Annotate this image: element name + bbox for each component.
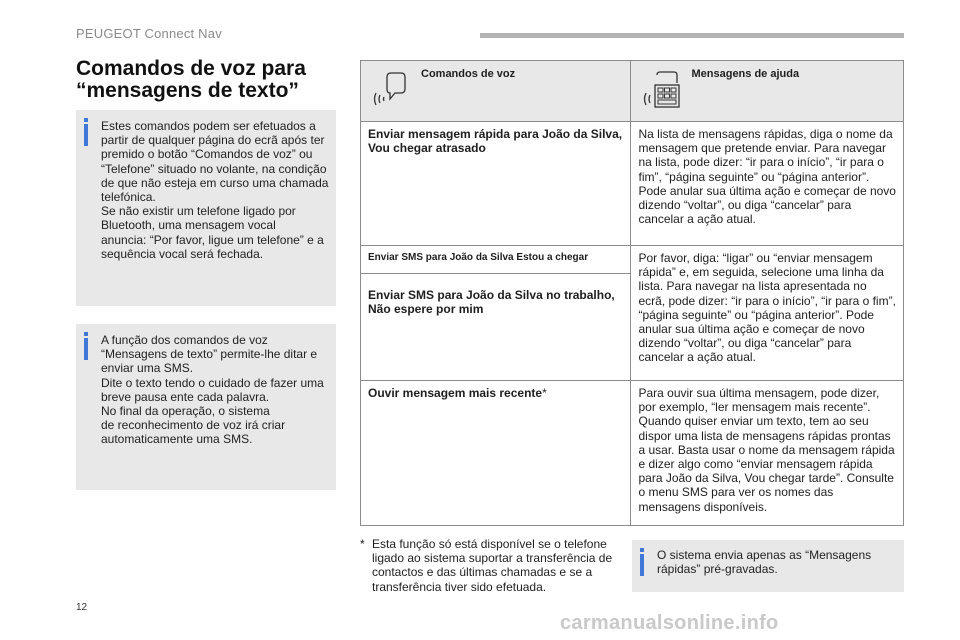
page-title: Comandos de voz para “mensagens de texto” [76, 57, 306, 102]
info-box-text: Estes comandos podem ser efetuados a partir de qualquer página do ecrã após ter premido o botão “Comandos de voz” ou “Telefone” situado no volante, na condição de que não esteja em curso uma chamada telefónica. Se não existir um telefone ligado por Bluetooth, uma mensagem vocal anuncia: “Por favor, ligue um telefone” e a sequência vocal será fechada. [101, 119, 329, 261]
header-divider [480, 33, 904, 38]
info-box-text: A função dos comandos de voz “Mensagens de texto” permite-lhe ditar e enviar uma SMS. Dite o texto tendo o cuidado de fazer uma breve pausa ente cada palavra. No final da operação, o sistema de reconhecimento de voz irá criar automaticamente uma SMS. [101, 333, 324, 447]
info-box-instructions [76, 110, 336, 306]
voice-command-cell [361, 381, 631, 526]
help-message-cell [631, 246, 904, 381]
table-row [361, 381, 904, 526]
info-icon [640, 548, 644, 552]
help-message-text: Para ouvir sua última mensagem, pode dizer, por exemplo, “ler mensagem mais recente”. Quando quiser enviar um texto, tem ao seu dispor uma lista de mensagens rápidas prontas a usar. Basta usar o nome da mensagem rápida e dizer algo como “enviar mensagem rápida para João da Silva, Vou chegar tarde”. Consulte o menu SMS para ver os nomes das mensagens disponíveis. [638, 386, 895, 514]
column-header-voice-commands [361, 61, 631, 122]
voice-command-cell [361, 122, 631, 246]
column-header-label: Comandos de voz [421, 68, 516, 80]
help-message-text: Por favor, diga: “ligar” ou “enviar mensagem rápida” e, em seguida, selecione uma linha da lista. Para navegar na lista apresentada no ecrã, pode dizer: “ir para o início”, “ir para o fim”, “página seguinte” ou “página anterior”. Pode anular sua última ação e começar de novo dizendo “voltar”, ou diga “cancelar” para cancelar a ação atual. [638, 251, 896, 365]
footnote-marker: * [542, 386, 547, 400]
info-icon-bar [84, 124, 88, 146]
voice-commands-table [360, 60, 904, 526]
page-number: 12 [76, 602, 88, 613]
info-icon-bar [640, 554, 644, 576]
info-icon [84, 118, 88, 122]
info-box-text: O sistema envia apenas as “Mensagens rápidas” pré-gravadas. [657, 548, 872, 577]
info-box-quick-messages [632, 540, 904, 592]
info-box-sms-function [76, 324, 336, 490]
voice-command-text: Enviar mensagem rápida para João da Silva, Vou chegar atrasado [368, 127, 623, 156]
footnote-text: Esta função só está disponível se o telefone ligado ao sistema suportar a transferência de contactos e das últimas chamadas e se a transferência tiver sido efetuada. [372, 537, 613, 594]
watermark: carmanualsonline.info [560, 612, 779, 634]
voice-command-text: Enviar SMS para João da Silva Estou a chegar [368, 252, 589, 263]
help-message-cell [631, 381, 904, 526]
footnote [360, 537, 622, 594]
manual-header-title: PEUGEOT Connect Nav [76, 26, 222, 41]
column-header-label: Mensagens de ajuda [691, 68, 800, 80]
help-message-text: Na lista de mensagens rápidas, diga o nome da mensagem que pretende enviar. Para navegar na lista, pode dizer: “ir para o início”, “ir para o fim”, “página seguinte” ou “página anterior”. Pode anular sua última ação e começar de novo dizendo “voltar”, ou diga “cancelar” para cancelar a ação atual. [638, 127, 896, 227]
table-row [361, 246, 904, 381]
voice-command-cell [361, 246, 631, 381]
voice-command-icon [371, 71, 409, 111]
footnote-marker: * [360, 537, 365, 551]
help-message-cell [631, 122, 904, 246]
table-header-row [361, 61, 904, 122]
info-icon [84, 332, 88, 336]
voice-command-text: Enviar SMS para João da Silva no trabalho, Não espere por mim [361, 273, 630, 316]
voice-command-text: Ouvir mensagem mais recente [368, 386, 543, 400]
help-message-icon [641, 71, 681, 111]
column-header-help-messages [631, 61, 904, 122]
table-row [361, 122, 904, 246]
info-icon-bar [84, 338, 88, 360]
